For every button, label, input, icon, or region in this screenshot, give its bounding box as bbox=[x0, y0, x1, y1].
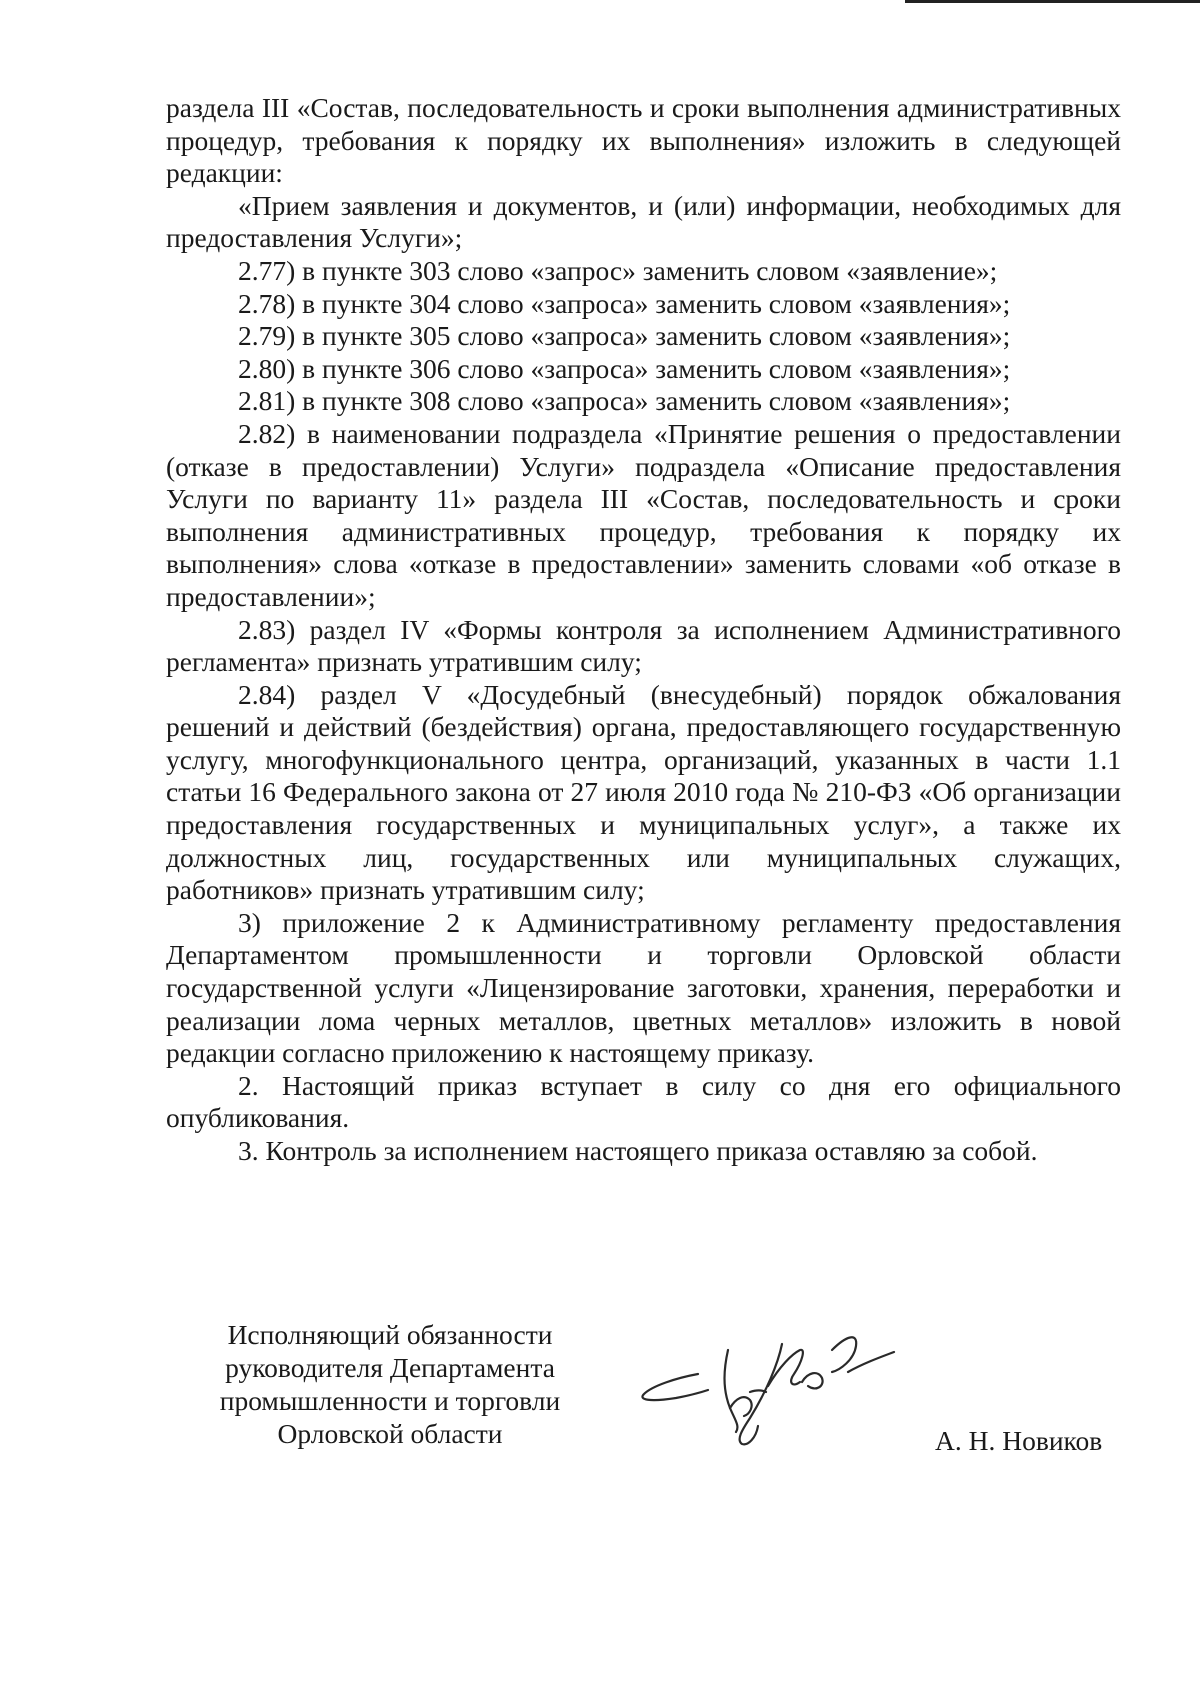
signature-block bbox=[200, 1318, 1180, 1478]
paragraph-item-2-81: 2.81) в пункте 308 слово «запроса» заменить словом «заявления»; bbox=[238, 385, 1011, 417]
handwritten-signature bbox=[632, 1322, 912, 1447]
paragraph-item-3-appendix: 3) приложение 2 к Административному регламенту предоставления Департаментом промышленности и торговли Орловской области государственной услуги «Лицензирование заготовки, хранения, переработки и реализации лома черных металлов, цветных металлов» изложить в новой редакции согласно приложению к настоящему приказу. bbox=[166, 906, 1121, 1069]
paragraph-section-iii-continuation: раздела III «Состав, последовательность и сроки выполнения административных процедур, требования к порядку их выполнения» изложить в следующей редакции: bbox=[166, 92, 1121, 189]
scan-top-edge-line bbox=[905, 0, 1200, 3]
signatory-position bbox=[200, 1318, 580, 1450]
document-body bbox=[166, 92, 1121, 1168]
paragraph-new-heading: «Прием заявления и документов, и (или) информации, необходимых для предоставления Услуги»; bbox=[166, 189, 1121, 254]
signer-name: А. Н. Новиков bbox=[935, 1425, 1103, 1456]
paragraph-item-2-78: 2.78) в пункте 304 слово «запроса» заменить словом «заявления»; bbox=[238, 287, 1011, 319]
paragraph-control: 3. Контроль за исполнением настоящего приказа оставляю за собой. bbox=[238, 1135, 1038, 1166]
paragraph-item-2-84: 2.84) раздел V «Досудебный (внесудебный) порядок обжалования решений и действий (бездействия) органа, предоставляющего государственную услугу, многофункционального центра, организаций, указанных в части 1.1 статьи 16 Федерального закона от 27 июля 2010 года № 210-ФЗ «Об организации предоставления государственных и муниципальных услуг», а также их должностных лиц, государственных или муниципальных служащих, работников» признать утратившим силу; bbox=[166, 678, 1121, 906]
position-line: руководителя Департамента bbox=[225, 1352, 555, 1383]
paragraph-item-2-77: 2.77) в пункте 303 слово «запрос» заменить словом «заявление»; bbox=[238, 254, 998, 286]
paragraph-item-2-82: 2.82) в наименовании подраздела «Принятие решения о предоставлении (отказе в предоставлении) Услуги» подраздела «Описание предоставления Услуги по варианту 11» раздела III «Состав, последовательность и сроки выполнения административных процедур, требования к порядку их выполнения» слова «отказе в предоставлении» заменить словами «об отказе в предоставлении»; bbox=[166, 417, 1121, 612]
paragraph-item-2-79: 2.79) в пункте 305 слово «запроса» заменить словом «заявления»; bbox=[238, 320, 1011, 352]
paragraph-effective-date: 2. Настоящий приказ вступает в силу со дня его официального опубликования. bbox=[166, 1069, 1121, 1134]
position-line: Орловской области bbox=[277, 1418, 503, 1449]
paragraph-item-2-83: 2.83) раздел IV «Формы контроля за исполнением Административного регламента» признать утратившим силу; bbox=[166, 613, 1121, 678]
position-line: Исполняющий обязанности bbox=[227, 1319, 553, 1350]
position-line: промышленности и торговли bbox=[219, 1385, 561, 1416]
paragraph-item-2-80: 2.80) в пункте 306 слово «запроса» заменить словом «заявления»; bbox=[238, 352, 1011, 384]
